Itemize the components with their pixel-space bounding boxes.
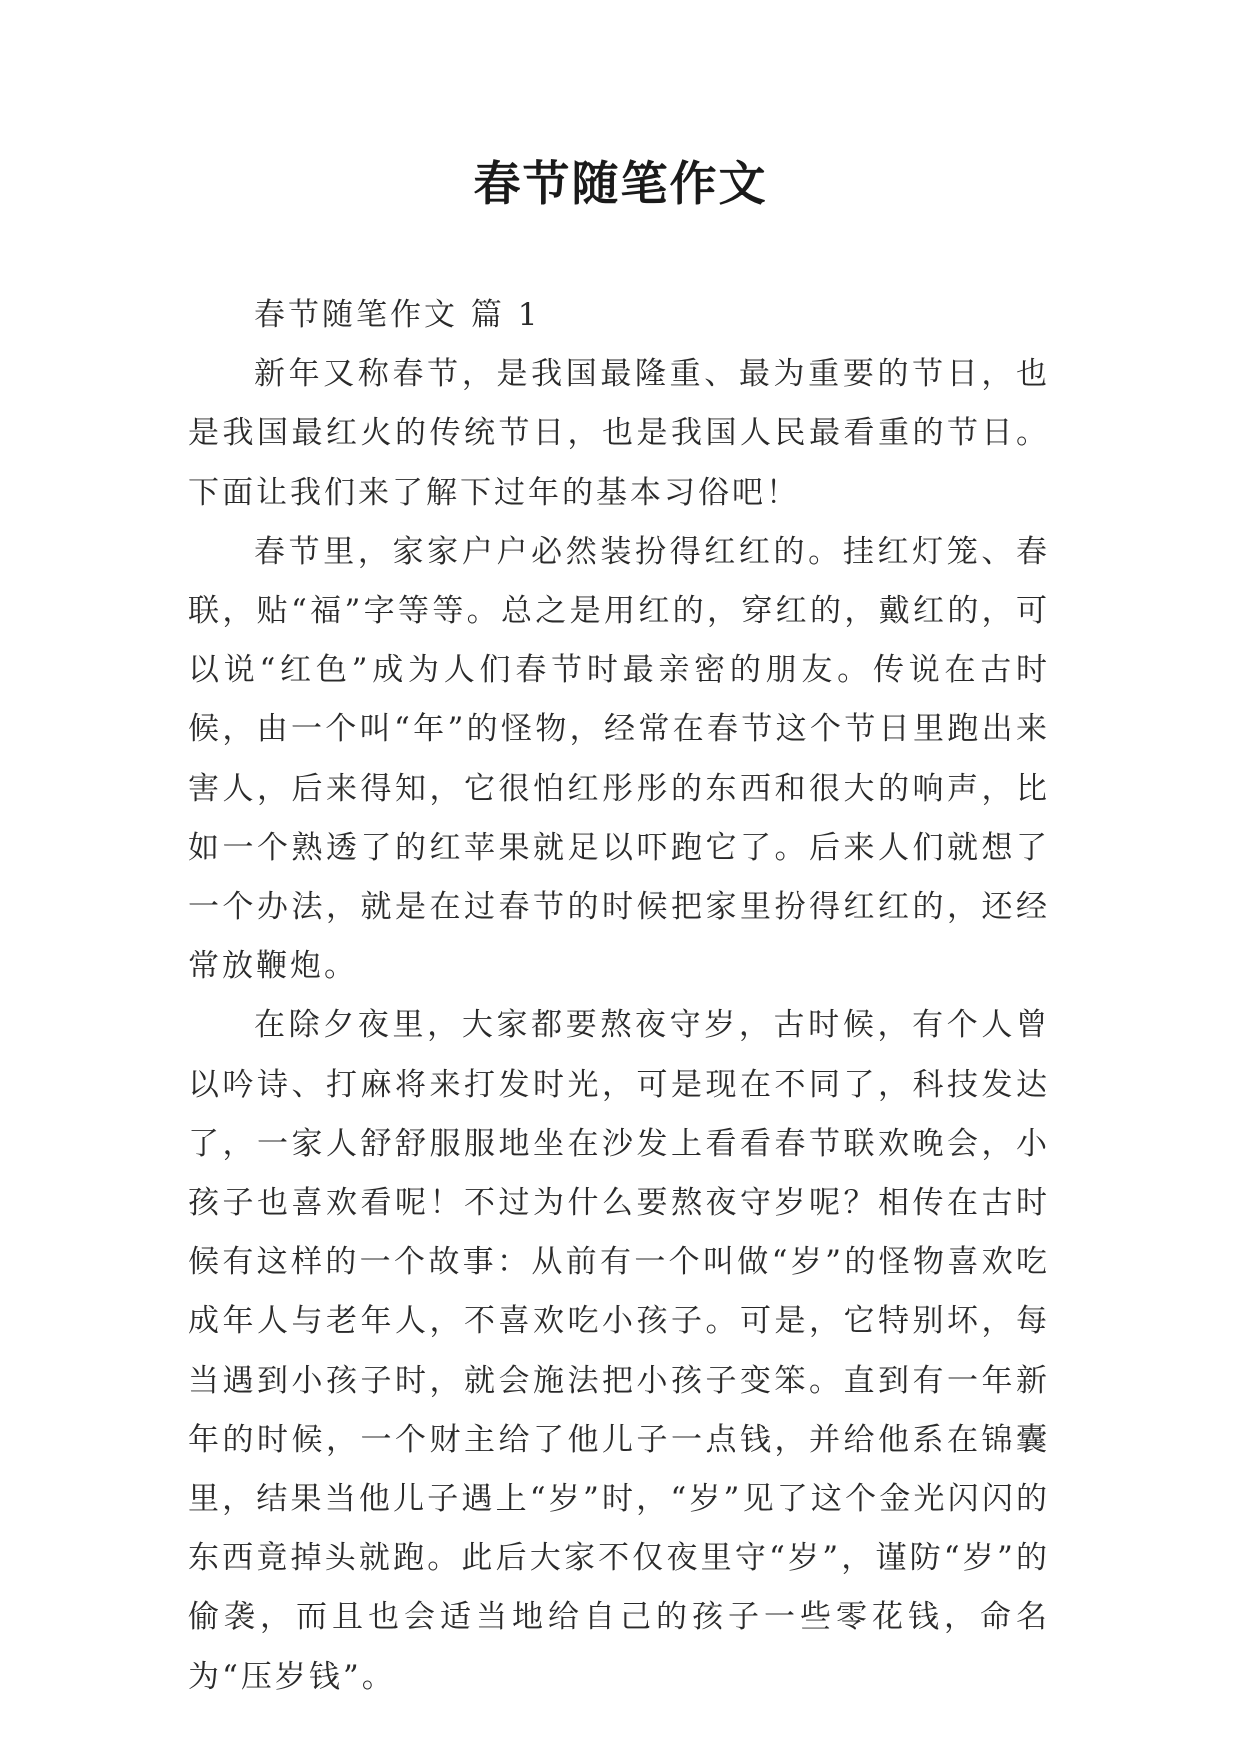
document-title: 春节随笔作文 [473, 157, 768, 212]
paragraph-3: 在除夕夜里，大家都要熬夜守岁，古时候，有个人曾以吟诗、打麻将来打发时光，可是现在不同了，科技发达了，一家人舒舒服服地坐在沙发上看看春节联欢晚会，小孩子也喜欢看呢！不过为什么要熬夜守岁呢？相传在古时候有这样的一个故事：从前有一个叫做“岁”的怪物喜欢吃成年人与老年人，不喜欢吃小孩子。可是，它特别坏，每当遇到小孩子时，就会施法把小孩子变笨。直到有一年新年的时候，一个财主给了他儿子一点钱，并给他系在锦囊里，结果当他儿子遇上“岁”时，“岁”见了这个金光闪闪的东西竟掉头就跑。此后大家不仅夜里守“岁”，谨防“岁”的偷袭，而且也会适当地给自己的孩子一些零花钱，命名为“压岁钱”。 [188, 1007, 1050, 1695]
paragraph-2: 春节里，家家户户必然装扮得红红的。挂红灯笼、春联，贴“福”字等等。总之是用红的，穿红的，戴红的，可以说“红色”成为人们春节时最亲密的朋友。传说在古时候，由一个叫“年”的怪物，经常在春节这个节日里跑出来害人，后来得知，它很怕红彤彤的东西和很大的响声，比如一个熟透了的红苹果就足以吓跑它了。后来人们就想了一个办法，就是在过春节的时候把家里扮得红红的，还经常放鞭炮。 [188, 533, 1050, 985]
section-heading: 春节随笔作文 篇 1 [254, 297, 541, 333]
document-body [188, 286, 1050, 1707]
paragraph-1: 新年又称春节，是我国最隆重、最为重要的节日，也是我国最红火的传统节日，也是我国人民最看重的节日。下面让我们来了解下过年的基本习俗吧！ [188, 356, 1050, 511]
